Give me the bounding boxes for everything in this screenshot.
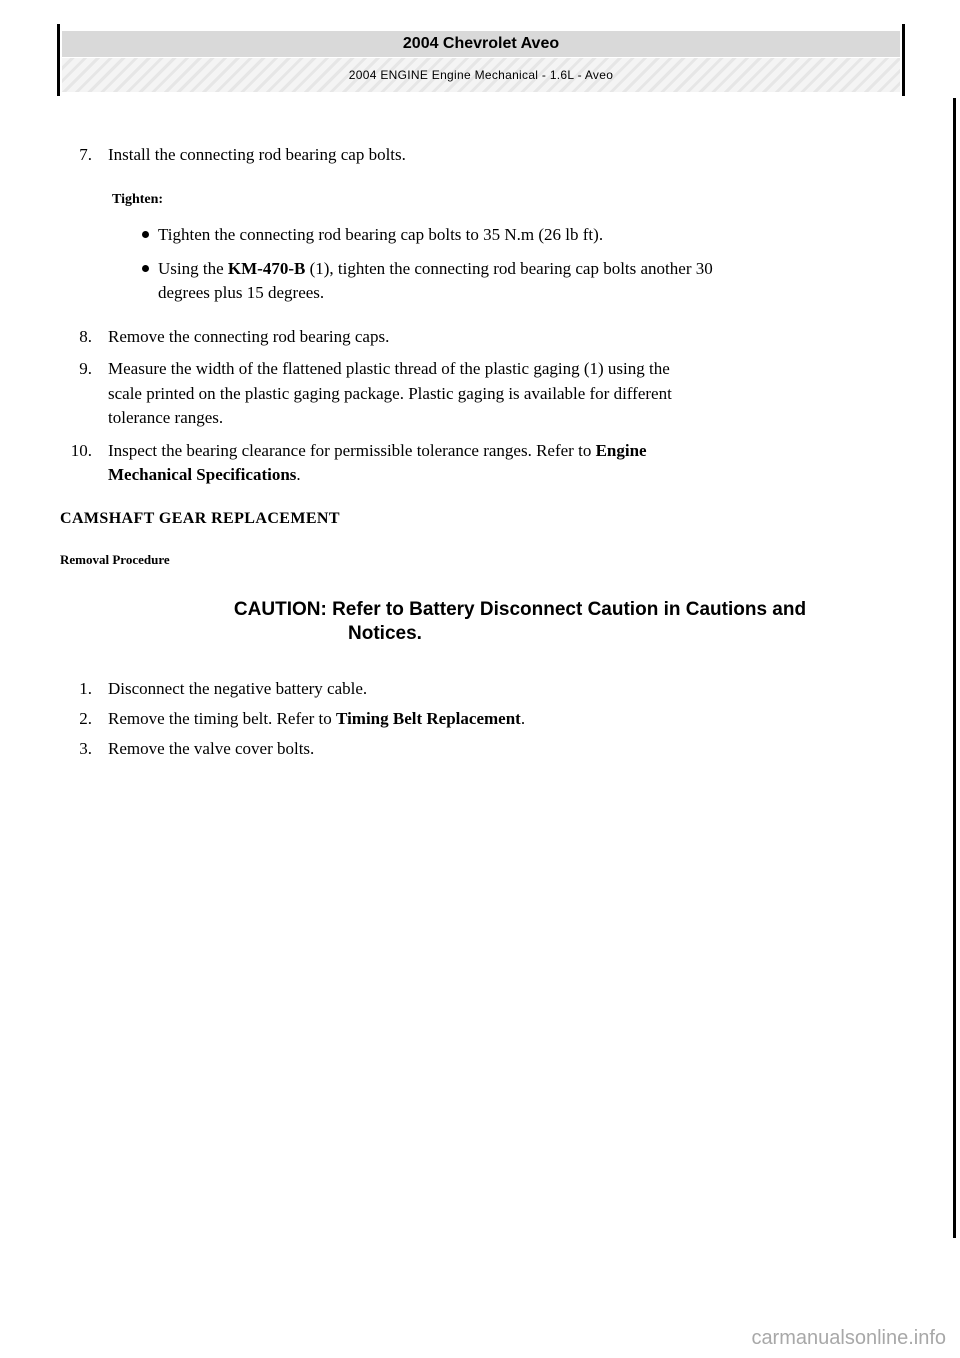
- step-text: Measure the width of the flattened plastic thread of the plastic gaging (1) using the: [108, 359, 670, 378]
- footer-watermark: carmanualsonline.info: [751, 1327, 946, 1349]
- reference-link[interactable]: Timing Belt Replacement: [336, 709, 521, 728]
- step-number: 9.: [79, 359, 92, 378]
- step-number: 1.: [79, 679, 92, 698]
- section-heading: CAMSHAFT GEAR REPLACEMENT: [60, 510, 340, 527]
- step-number: 10.: [70, 441, 92, 460]
- step-number: 2.: [79, 709, 92, 728]
- step-text: [108, 440, 647, 462]
- step-number: 7.: [79, 145, 92, 164]
- step-text: [108, 464, 301, 486]
- step-text: Remove the connecting rod bearing caps.: [108, 327, 390, 346]
- step-text-end: .: [296, 465, 301, 484]
- procedure-label: Removal Procedure: [60, 552, 170, 567]
- tighten-label: Tighten:: [112, 192, 164, 207]
- tighten-bullet-prefix: Using the: [158, 259, 228, 278]
- step-text: Remove the valve cover bolts.: [108, 739, 315, 758]
- document-subtitle: 2004 ENGINE Engine Mechanical - 1.6L - Aveo: [62, 58, 900, 92]
- bullet-icon: [142, 231, 149, 238]
- tool-name: KM-470-B: [227, 259, 306, 278]
- tighten-bullet-text: Tighten the connecting rod bearing cap bolts to 35 N.m (26 lb ft).: [158, 225, 604, 244]
- header-left-rule: [57, 24, 60, 96]
- step-text-end: .: [520, 709, 526, 728]
- step-number: 8.: [79, 327, 92, 346]
- step-text: Disconnect the negative battery cable.: [108, 679, 368, 698]
- tighten-bullet-text: [158, 258, 713, 280]
- caution-line: CAUTION: Refer to Battery Disconnect Caution in Cautions and: [233, 599, 807, 620]
- caution-line: Notices.: [348, 623, 422, 644]
- reference-link[interactable]: Engine: [595, 441, 647, 460]
- step-text: scale printed on the plastic gaging package. Plastic gaging is available for different: [108, 384, 672, 403]
- step-text: [108, 708, 525, 730]
- step-number: 3.: [79, 739, 92, 758]
- reference-link[interactable]: Mechanical Specifications: [108, 465, 297, 484]
- header-right-rule: [902, 24, 905, 96]
- document-title: 2004 Chevrolet Aveo: [62, 31, 900, 57]
- step-text: Install the connecting rod bearing cap bolts.: [108, 145, 406, 164]
- step-text: tolerance ranges.: [108, 408, 224, 427]
- tighten-bullet-rest: (1), tighten the connecting rod bearing cap bolts another 30: [305, 259, 713, 278]
- tighten-bullet-continued: degrees plus 15 degrees.: [158, 283, 325, 302]
- right-margin-rule: [953, 98, 956, 1238]
- bullet-icon: [142, 265, 149, 272]
- step-text-part: Inspect the bearing clearance for permissible tolerance ranges. Refer to: [108, 441, 596, 460]
- step-text-part: Remove the timing belt. Refer to: [108, 709, 337, 728]
